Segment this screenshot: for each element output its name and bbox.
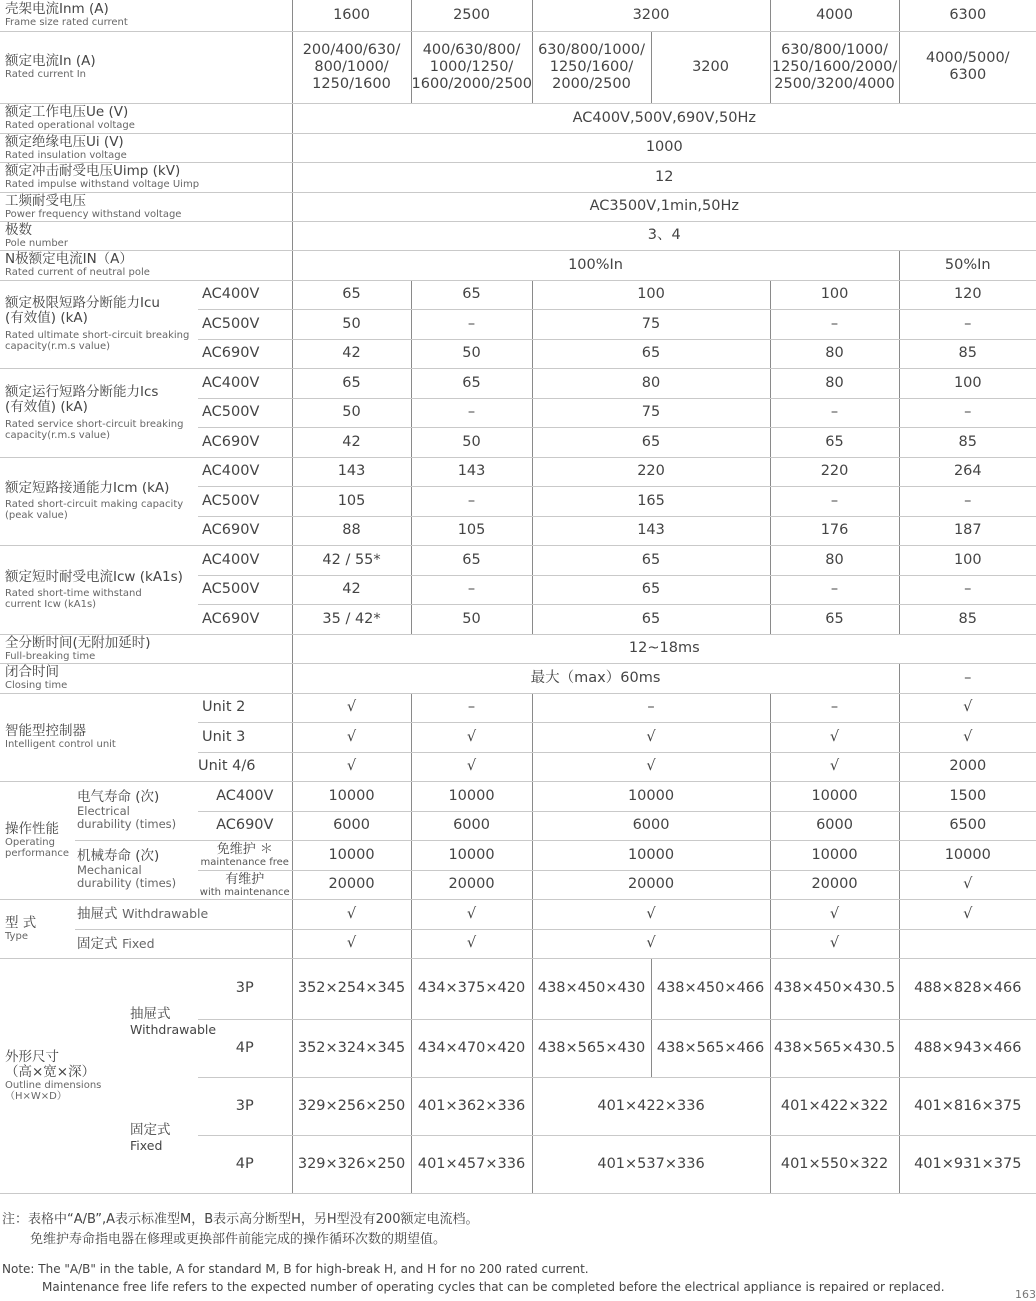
operation-row: 有维护 with maintenance 20000 20000 20000 20000 √	[0, 870, 1036, 899]
icu-label: 额定极限短路分断能力Icu (有效值) (kA) Rated ultimate short-circuit breaking capacity(r.m.s value)	[0, 280, 198, 368]
operation-row: 操作性能 Operating performance 电气寿命 (次) Electrical durability (times) AC400V 10000 10000 10000 10000 1500	[0, 781, 1036, 811]
control-row: Unit 3 √ √ √ √ √	[0, 722, 1036, 752]
ui-value: 1000	[292, 133, 1036, 162]
control-row: Unit 4/6 √ √ √ √ 2000	[0, 752, 1036, 781]
type-label: 型 式 Type	[0, 899, 75, 958]
dims-withdrawable-label: 抽屉式 Withdrawable	[130, 1005, 217, 1037]
frame-6300: 6300	[899, 0, 1036, 31]
row-poles: 极数 Pole number 3、4	[0, 221, 1036, 250]
electrical-life-label: 电气寿命 (次) Electrical durability (times)	[75, 781, 198, 840]
uimp-value: 12	[292, 162, 1036, 192]
row-close-time: 闭合时间 Closing time 最大（max）60ms –	[0, 663, 1036, 693]
dims-row: 4P 352×324×345 434×470×420 438×565×430 438×565×466 438×565×430.5 488×943×466	[0, 1019, 1036, 1077]
row-neutral: N极额定电流IN（A） Rated current of neutral pole 100%In 50%In	[0, 250, 1036, 280]
icu-row: 额定极限短路分断能力Icu (有效值) (kA) Rated ultimate short-circuit breaking capacity(r.m.s value) AC400V 65 65 100 100 120	[0, 280, 1036, 309]
frame-3200: 3200	[532, 0, 770, 31]
rated-current-3200a: 630/800/1000/ 1250/1600/ 2000/2500	[532, 31, 651, 103]
note-zh-1: 注：表格中“A/B”,A表示标准型M，B表示高分断型H，另H型没有200额定电流档。	[2, 1212, 479, 1227]
note-en-1: Note: The "A/B" in the table, A for standard M, B for high-break H, and H for no 200 rated current.	[2, 1262, 589, 1276]
icm-row: AC690V 88 105 143 176 187	[0, 516, 1036, 545]
rated-current-1600: 200/400/630/ 800/1000/ 1250/1600	[292, 31, 411, 103]
operation-label: 操作性能 Operating performance	[0, 781, 75, 899]
rated-current-4000: 630/800/1000/ 1250/1600/2000/ 2500/3200/4000	[770, 31, 899, 103]
icw-row: AC690V 35 / 42* 50 65 65 85	[0, 604, 1036, 634]
dims-row: 3P 329×256×250 401×362×336 401×422×336 401×422×322 401×816×375	[0, 1077, 1036, 1135]
ics-row: AC690V 42 50 65 65 85	[0, 427, 1036, 457]
break-time-value: 12~18ms	[292, 634, 1036, 663]
row-ue: 额定工作电压Ue (V) Rated operational voltage AC400V,500V,690V,50Hz	[0, 103, 1036, 133]
icm-row: AC500V 105 – 165 – –	[0, 486, 1036, 516]
mechanical-life-label: 机械寿命 (次) Mechanical durability (times)	[75, 840, 198, 899]
frame-1600: 1600	[292, 0, 411, 31]
pf-value: AC3500V,1min,50Hz	[292, 192, 1036, 221]
icu-row: AC690V 42 50 65 80 85	[0, 339, 1036, 368]
type-row: 型 式 Type 抽屉式 Withdrawable √ √ √ √ √	[0, 899, 1036, 929]
frame-2500: 2500	[411, 0, 532, 31]
close-time-value: 最大（max）60ms	[292, 663, 899, 693]
dims-row: 4P 329×326×250 401×457×336 401×537×336 401×550×322 401×931×375	[0, 1135, 1036, 1193]
dims-fixed-label: 固定式 Fixed	[130, 1121, 171, 1153]
row-rated-current	[0, 31, 1036, 103]
note-zh-2: 免维护寿命指电器在修理或更换部件前能完成的操作循环次数的期望值。	[30, 1232, 447, 1247]
row-uimp: 额定冲击耐受电压Uimp (kV) Rated impulse withstand voltage Uimp 12	[0, 162, 1036, 192]
dims-label: 外形尺寸 （高×宽×深） Outline dimensions （H×W×D） 抽屉式 Withdrawable 固定式 Fixed	[0, 958, 198, 1193]
row-break-time: 全分断时间(无附加延时) Full-breaking time 12~18ms	[0, 634, 1036, 663]
icu-row: AC500V 50 – 75 – –	[0, 309, 1036, 339]
control-label: 智能型控制器 Intelligent control unit	[0, 693, 198, 781]
dims-row: 外形尺寸 （高×宽×深） Outline dimensions （H×W×D） 抽屉式 Withdrawable 固定式 Fixed 3P 352×254×345 434×375×420 438×450×430 438×450×466 438×450×430.5 488×828×466	[0, 958, 1036, 1019]
operation-row: AC690V 6000 6000 6000 6000 6500	[0, 811, 1036, 840]
ics-label: 额定运行短路分断能力Ics (有效值) (kA) Rated service short-circuit breaking capacity(r.m.s value)	[0, 368, 198, 457]
frame-4000: 4000	[770, 0, 899, 31]
control-row: 智能型控制器 Intelligent control unit Unit 2 √ – – – √	[0, 693, 1036, 722]
icm-label: 额定短路接通能力Icm (kA) Rated short-circuit making capacity (peak value)	[0, 457, 198, 545]
icm-row: 额定短路接通能力Icm (kA) Rated short-circuit making capacity (peak value) AC400V 143 143 220 220 264	[0, 457, 1036, 486]
poles-value: 3、4	[292, 221, 1036, 250]
neutral-value-b: 50%In	[899, 250, 1036, 280]
neutral-value-a: 100%In	[292, 250, 899, 280]
icw-row: AC500V 42 – 65 – –	[0, 575, 1036, 604]
row-power-frequency: 工频耐受电压 Power frequency withstand voltage AC3500V,1min,50Hz	[0, 192, 1036, 221]
ics-row: 额定运行短路分断能力Ics (有效值) (kA) Rated service short-circuit breaking capacity(r.m.s value) AC400V 65 65 80 80 100	[0, 368, 1036, 398]
rated-current-6300: 4000/5000/ 6300	[899, 31, 1036, 103]
ue-value: AC400V,500V,690V,50Hz	[292, 103, 1036, 133]
type-row: 固定式 Fixed √ √ √ √	[0, 929, 1036, 958]
frame-label: 壳架电流Inm (A) Frame size rated current	[0, 0, 292, 31]
rated-current-3200b: 3200	[651, 31, 770, 103]
icw-row: 额定短时耐受电流Icw (kA1s) Rated short-time withstand current Icw (kA1s) AC400V 42 / 55* 65 65 80 100	[0, 545, 1036, 575]
note-en-2: Maintenance free life refers to the expected number of operating cycles that can be completed before the electrical appliance is repaired or replaced.	[42, 1280, 945, 1294]
close-time-value-b: –	[899, 663, 1036, 693]
page-number: 163	[1015, 1288, 1036, 1301]
ics-row: AC500V 50 – 75 – –	[0, 398, 1036, 427]
icw-label: 额定短时耐受电流Icw (kA1s) Rated short-time withstand current Icw (kA1s)	[0, 545, 198, 634]
row-frame	[0, 0, 1036, 31]
rated-current-label: 额定电流In (A) Rated current In	[0, 31, 292, 103]
operation-row: 机械寿命 (次) Mechanical durability (times) 免维护 ＊ maintenance free 10000 10000 10000 10000 10000	[0, 840, 1036, 870]
row-ui: 额定绝缘电压Ui (V) Rated insulation voltage 1000	[0, 133, 1036, 162]
rated-current-2500: 400/630/800/ 1000/1250/ 1600/2000/2500	[411, 31, 532, 103]
